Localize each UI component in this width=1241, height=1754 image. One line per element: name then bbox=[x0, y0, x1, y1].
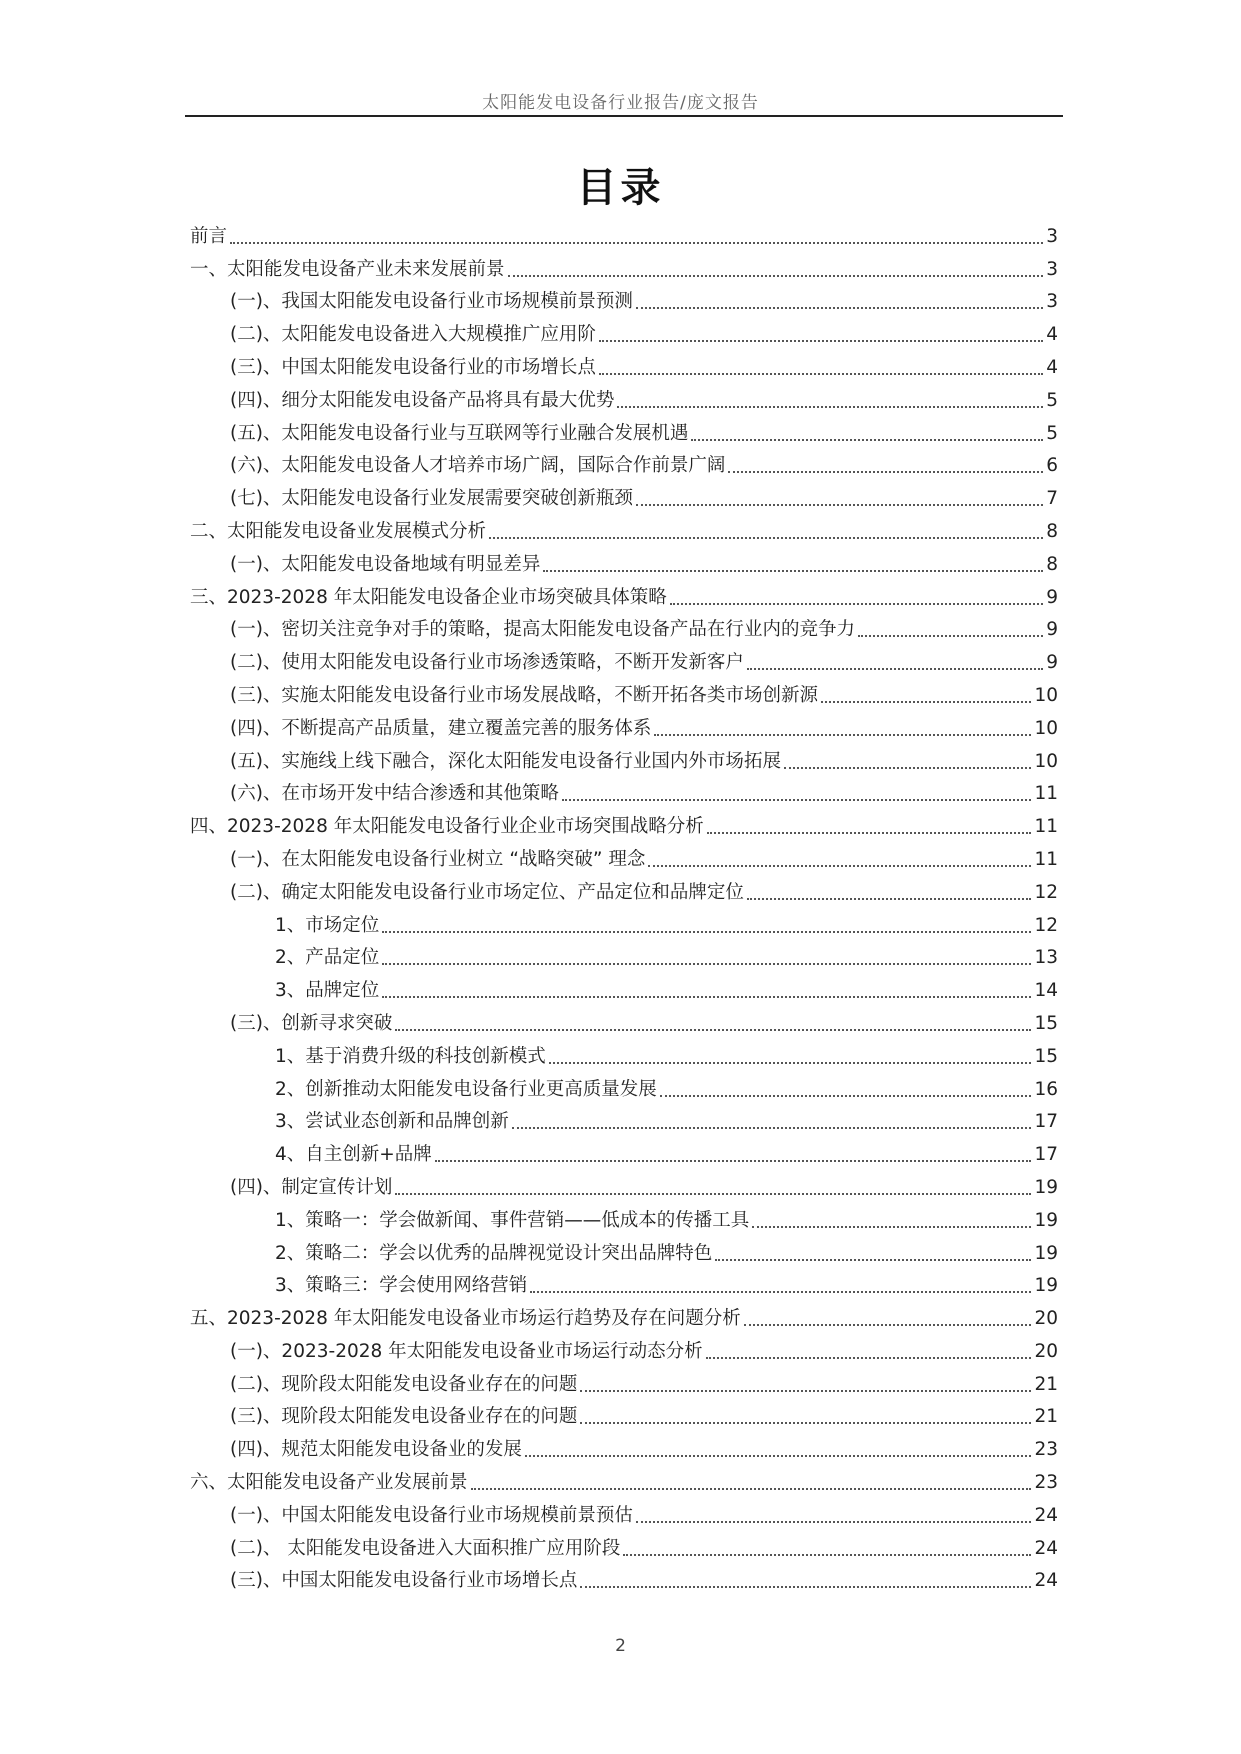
toc-entry-page: 20 bbox=[1034, 1340, 1058, 1362]
toc-dot-leader bbox=[471, 1488, 1032, 1490]
toc-entry-label: (六)、太阳能发电设备人才培养市场广阔，国际合作前景广阔 bbox=[230, 455, 726, 477]
toc-dot-leader bbox=[623, 1554, 1031, 1556]
toc-entry[interactable] bbox=[190, 708, 1058, 741]
toc-entry[interactable] bbox=[190, 577, 1058, 610]
toc-dot-leader bbox=[858, 635, 1043, 637]
toc-entry-page: 23 bbox=[1034, 1472, 1058, 1494]
toc-entry[interactable] bbox=[190, 1134, 1058, 1167]
toc-entry[interactable] bbox=[190, 839, 1058, 872]
toc-entry[interactable] bbox=[190, 1331, 1058, 1364]
toc-entry-page: 10 bbox=[1034, 684, 1058, 706]
toc-dot-leader bbox=[744, 1324, 1032, 1326]
toc-entry-label: (三)、创新寻求突破 bbox=[230, 1012, 393, 1034]
toc-entry-page: 15 bbox=[1034, 1012, 1058, 1034]
toc-entry-page: 15 bbox=[1034, 1045, 1058, 1067]
toc-entry[interactable] bbox=[190, 1036, 1058, 1069]
toc-entry-page: 13 bbox=[1034, 947, 1058, 969]
toc-entry-label: 4、自主创新+品牌 bbox=[275, 1144, 432, 1166]
toc-entry[interactable] bbox=[190, 1167, 1058, 1200]
toc-entry-label: (一)、我国太阳能发电设备行业市场规模前景预测 bbox=[230, 291, 633, 313]
toc-entry-label: (二)、确定太阳能发电设备行业市场定位、产品定位和品牌定位 bbox=[230, 881, 744, 903]
toc-entry[interactable] bbox=[190, 1495, 1058, 1528]
toc-entry-label: (三)、现阶段太阳能发电设备业存在的问题 bbox=[230, 1406, 578, 1428]
toc-dot-leader bbox=[648, 865, 1031, 867]
toc-entry[interactable] bbox=[190, 610, 1058, 643]
toc-entry-label: (二)、 太阳能发电设备进入大面积推广应用阶段 bbox=[230, 1537, 621, 1559]
toc-dot-leader bbox=[670, 603, 1043, 605]
toc-entry-page: 19 bbox=[1034, 1275, 1058, 1297]
toc-dot-leader bbox=[395, 1193, 1031, 1195]
toc-entry-label: (三)、实施太阳能发电设备行业市场发展战略，不断开拓各类市场创新源 bbox=[230, 684, 818, 706]
toc-entry-label: 3、品牌定位 bbox=[275, 980, 380, 1002]
toc-entry-label: 3、策略三：学会使用网络营销 bbox=[275, 1275, 528, 1297]
toc-entry[interactable] bbox=[190, 1561, 1058, 1594]
toc-entry-label: (六)、在市场开发中结合渗透和其他策略 bbox=[230, 783, 559, 805]
toc-entry-label: 2、策略二：学会以优秀的品牌视觉设计突出品牌特色 bbox=[275, 1242, 713, 1264]
toc-entry-page: 10 bbox=[1034, 750, 1058, 772]
toc-entry-label: (一)、密切关注竞争对手的策略，提高太阳能发电设备产品在行业内的竞争力 bbox=[230, 619, 855, 641]
toc-entry-page: 19 bbox=[1034, 1209, 1058, 1231]
toc-entry-page: 10 bbox=[1034, 717, 1058, 739]
toc-entry-page: 16 bbox=[1034, 1078, 1058, 1100]
toc-entry-page: 17 bbox=[1034, 1144, 1058, 1166]
toc-entry-label: (三)、中国太阳能发电设备行业市场增长点 bbox=[230, 1570, 578, 1592]
toc-entry-label: 1、基于消费升级的科技创新模式 bbox=[275, 1045, 546, 1067]
toc-entry-page: 11 bbox=[1034, 783, 1058, 805]
toc-entry-label: 一、太阳能发电设备产业未来发展前景 bbox=[190, 258, 505, 280]
toc-title: 目录 bbox=[576, 165, 665, 211]
toc-entry[interactable] bbox=[190, 1462, 1058, 1495]
toc-entry-label: 四、2023-2028 年太阳能发电设备行业企业市场突围战略分析 bbox=[190, 816, 704, 838]
toc-entry[interactable] bbox=[190, 446, 1058, 479]
toc-entry-label: 六、太阳能发电设备产业发展前景 bbox=[190, 1472, 468, 1494]
toc-entry-label: 1、市场定位 bbox=[275, 914, 380, 936]
toc-entry-page: 5 bbox=[1046, 422, 1058, 444]
toc-entry-label: 2、产品定位 bbox=[275, 947, 380, 969]
toc-dot-leader bbox=[654, 734, 1031, 736]
toc-dot-leader bbox=[489, 537, 1043, 539]
toc-entry-page: 11 bbox=[1034, 816, 1058, 838]
toc-dot-leader bbox=[636, 307, 1043, 309]
toc-entry-page: 4 bbox=[1046, 324, 1058, 346]
toc-dot-leader bbox=[784, 767, 1032, 769]
toc-dot-leader bbox=[706, 1357, 1032, 1359]
toc-dot-leader bbox=[660, 1095, 1032, 1097]
toc-dot-leader bbox=[382, 996, 1031, 998]
toc-entry-page: 9 bbox=[1046, 619, 1058, 641]
toc-entry-page: 19 bbox=[1034, 1242, 1058, 1264]
toc-entry[interactable] bbox=[190, 282, 1058, 315]
toc-entry-label: 3、尝试业态创新和品牌创新 bbox=[275, 1111, 509, 1133]
toc-entry-label: (五)、实施线上线下融合，深化太阳能发电设备行业国内外市场拓展 bbox=[230, 750, 781, 772]
toc-entry-page: 11 bbox=[1034, 848, 1058, 870]
toc-entry-page: 3 bbox=[1046, 225, 1058, 247]
toc-dot-leader bbox=[543, 570, 1043, 572]
toc-entry[interactable] bbox=[190, 1266, 1058, 1299]
toc-dot-leader bbox=[752, 1226, 1031, 1228]
toc-entry[interactable] bbox=[190, 1298, 1058, 1331]
toc-entry-label: 1、策略一：学会做新闻、事件营销——低成本的传播工具 bbox=[275, 1209, 750, 1231]
toc-entry-label: (四)、制定宣传计划 bbox=[230, 1176, 393, 1198]
toc-entry[interactable] bbox=[190, 872, 1058, 905]
toc-dot-leader bbox=[580, 1422, 1031, 1424]
toc-entry[interactable] bbox=[190, 1102, 1058, 1135]
toc-entry[interactable] bbox=[190, 314, 1058, 347]
toc-entry-label: (一)、在太阳能发电设备行业树立 “战略突破” 理念 bbox=[230, 848, 646, 870]
toc-entry-label: (四)、规范太阳能发电设备业的发展 bbox=[230, 1439, 522, 1461]
toc-entry[interactable] bbox=[190, 1233, 1058, 1266]
toc-entry[interactable] bbox=[190, 380, 1058, 413]
toc-dot-leader bbox=[549, 1062, 1032, 1064]
toc-dot-leader bbox=[508, 275, 1044, 277]
toc-entry-page: 8 bbox=[1046, 553, 1058, 575]
table-of-contents bbox=[190, 216, 1058, 1593]
page-number: 2 bbox=[615, 1636, 626, 1656]
toc-dot-leader bbox=[580, 1586, 1031, 1588]
toc-dot-leader bbox=[562, 799, 1032, 801]
toc-entry-page: 7 bbox=[1046, 488, 1058, 510]
toc-entry-label: (四)、不断提高产品质量，建立覆盖完善的服务体系 bbox=[230, 717, 652, 739]
toc-entry[interactable] bbox=[190, 774, 1058, 807]
toc-entry[interactable] bbox=[190, 806, 1058, 839]
toc-entry-page: 24 bbox=[1034, 1570, 1058, 1592]
toc-entry-page: 9 bbox=[1046, 652, 1058, 674]
toc-entry-page: 5 bbox=[1046, 389, 1058, 411]
toc-entry[interactable] bbox=[190, 1069, 1058, 1102]
running-header: 太阳能发电设备行业报告/庞文报告 bbox=[482, 93, 759, 113]
toc-entry[interactable] bbox=[190, 1429, 1058, 1462]
toc-entry-label: 前言 bbox=[190, 225, 228, 247]
toc-dot-leader bbox=[691, 439, 1043, 441]
toc-dot-leader bbox=[747, 898, 1032, 900]
toc-entry[interactable] bbox=[190, 511, 1058, 544]
toc-entry-label: 2、创新推动太阳能发电设备行业更高质量发展 bbox=[275, 1078, 657, 1100]
toc-entry-label: (一)、太阳能发电设备地域有明显差异 bbox=[230, 553, 541, 575]
toc-dot-leader bbox=[580, 1390, 1031, 1392]
toc-entry-page: 3 bbox=[1046, 258, 1058, 280]
header-rule bbox=[185, 115, 1063, 117]
toc-entry-page: 12 bbox=[1034, 914, 1058, 936]
toc-entry-label: 二、太阳能发电设备业发展模式分析 bbox=[190, 520, 487, 542]
toc-entry[interactable] bbox=[190, 249, 1058, 282]
toc-entry[interactable] bbox=[190, 544, 1058, 577]
toc-dot-leader bbox=[715, 1259, 1031, 1261]
toc-entry-label: 五、2023-2028 年太阳能发电设备业市场运行趋势及存在问题分析 bbox=[190, 1308, 741, 1330]
toc-entry-page: 3 bbox=[1046, 291, 1058, 313]
toc-dot-leader bbox=[382, 931, 1031, 933]
toc-entry[interactable] bbox=[190, 741, 1058, 774]
toc-dot-leader bbox=[599, 373, 1043, 375]
toc-dot-leader bbox=[395, 1029, 1031, 1031]
toc-dot-leader bbox=[728, 471, 1043, 473]
toc-entry[interactable] bbox=[190, 1200, 1058, 1233]
toc-entry[interactable] bbox=[190, 938, 1058, 971]
toc-entry-page: 24 bbox=[1034, 1504, 1058, 1526]
toc-dot-leader bbox=[707, 832, 1032, 834]
toc-entry[interactable] bbox=[190, 347, 1058, 380]
toc-dot-leader bbox=[636, 504, 1043, 506]
toc-entry-page: 14 bbox=[1034, 980, 1058, 1002]
toc-dot-leader bbox=[435, 1160, 1032, 1162]
toc-entry-label: (一)、2023-2028 年太阳能发电设备业市场运行动态分析 bbox=[230, 1340, 703, 1362]
toc-entry-label: (一)、中国太阳能发电设备行业市场规模前景预估 bbox=[230, 1504, 633, 1526]
toc-entry-page: 8 bbox=[1046, 520, 1058, 542]
toc-entry-page: 4 bbox=[1046, 356, 1058, 378]
toc-entry-label: (二)、现阶段太阳能发电设备业存在的问题 bbox=[230, 1373, 578, 1395]
toc-entry-page: 9 bbox=[1046, 586, 1058, 608]
toc-dot-leader bbox=[512, 1127, 1032, 1129]
toc-dot-leader bbox=[821, 701, 1032, 703]
toc-entry[interactable] bbox=[190, 413, 1058, 446]
toc-entry-label: (二)、使用太阳能发电设备行业市场渗透策略，不断开发新客户 bbox=[230, 652, 744, 674]
toc-entry[interactable] bbox=[190, 642, 1058, 675]
toc-dot-leader bbox=[525, 1455, 1032, 1457]
toc-entry[interactable] bbox=[190, 1528, 1058, 1561]
toc-dot-leader bbox=[382, 963, 1031, 965]
toc-entry[interactable] bbox=[190, 216, 1058, 249]
toc-entry[interactable] bbox=[190, 1397, 1058, 1430]
toc-entry-page: 19 bbox=[1034, 1176, 1058, 1198]
toc-entry-page: 23 bbox=[1034, 1439, 1058, 1461]
toc-entry-label: (七)、太阳能发电设备行业发展需要突破创新瓶颈 bbox=[230, 488, 633, 510]
toc-entry[interactable] bbox=[190, 478, 1058, 511]
toc-entry-label: (四)、细分太阳能发电设备产品将具有最大优势 bbox=[230, 389, 615, 411]
toc-entry-page: 21 bbox=[1034, 1373, 1058, 1395]
toc-dot-leader bbox=[636, 1521, 1032, 1523]
toc-entry-label: (二)、太阳能发电设备进入大规模推广应用阶 bbox=[230, 324, 596, 346]
toc-dot-leader bbox=[747, 668, 1043, 670]
toc-dot-leader bbox=[617, 406, 1043, 408]
toc-entry-label: 三、2023-2028 年太阳能发电设备企业市场突破具体策略 bbox=[190, 586, 667, 608]
toc-entry[interactable] bbox=[190, 675, 1058, 708]
toc-entry[interactable] bbox=[190, 970, 1058, 1003]
toc-entry-label: (五)、太阳能发电设备行业与互联网等行业融合发展机遇 bbox=[230, 422, 689, 444]
toc-entry-page: 21 bbox=[1034, 1406, 1058, 1428]
toc-entry-page: 17 bbox=[1034, 1111, 1058, 1133]
toc-entry[interactable] bbox=[190, 1364, 1058, 1397]
toc-entry[interactable] bbox=[190, 1003, 1058, 1036]
toc-dot-leader bbox=[230, 242, 1043, 244]
toc-entry-page: 12 bbox=[1034, 881, 1058, 903]
toc-entry-page: 24 bbox=[1034, 1537, 1058, 1559]
toc-dot-leader bbox=[599, 340, 1043, 342]
toc-entry-label: (三)、中国太阳能发电设备行业的市场增长点 bbox=[230, 356, 596, 378]
toc-entry[interactable] bbox=[190, 905, 1058, 938]
toc-entry-page: 6 bbox=[1046, 455, 1058, 477]
toc-dot-leader bbox=[530, 1291, 1031, 1293]
toc-entry-page: 20 bbox=[1034, 1308, 1058, 1330]
